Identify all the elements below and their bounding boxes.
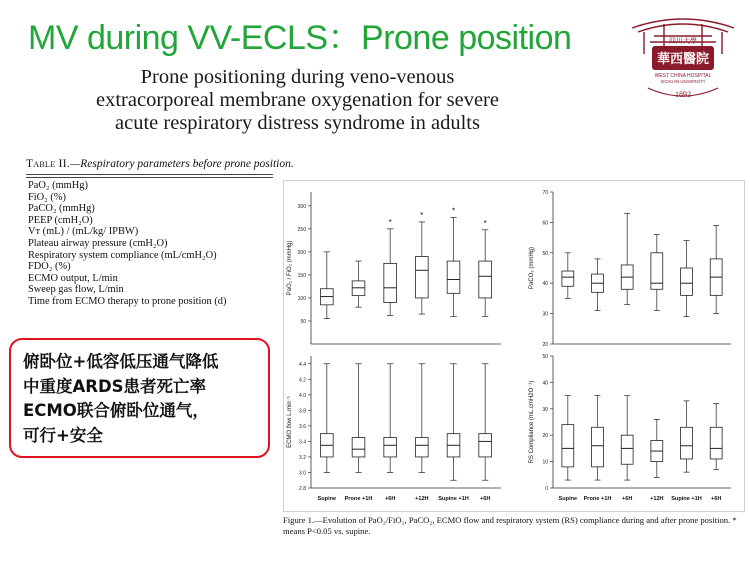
box	[681, 268, 693, 295]
box	[621, 435, 633, 464]
parameter-row: Sweep gas flow, L/min	[28, 284, 124, 296]
y-tick-label: 3.0	[299, 470, 306, 477]
y-tick-label: 150	[297, 272, 306, 279]
logo-main-text: 華西醫院	[656, 52, 710, 67]
figure-caption: Figure 1.—Evolution of PaO₂/FiO₂, PaCO₂, ECMO flow and respiratory system (RS) compliance during and after prone position. * means P<0.05 vs. supine.	[283, 515, 737, 536]
y-tick-label: 30	[542, 311, 548, 318]
x-tick-label: Prone +1H	[583, 496, 612, 502]
significance-marker: *	[388, 217, 392, 227]
x-tick-label: +6H	[479, 496, 491, 502]
y-tick-label: 30	[542, 406, 548, 413]
y-tick-label: 20	[542, 342, 548, 348]
x-tick-label: Prone +1H	[344, 496, 373, 502]
y-axis-label: ECMO flow L.min⁻¹	[287, 396, 293, 448]
table-top-rule-2	[26, 177, 273, 178]
parameter-row: PaO₂ (mmHg)	[28, 180, 88, 191]
x-tick-label: Supine	[558, 496, 578, 502]
y-tick-label: 2.8	[299, 486, 306, 492]
x-tick-label: Supine +1H	[438, 496, 469, 502]
x-tick-label: Supine +1H	[671, 496, 702, 502]
y-tick-label: 250	[297, 226, 306, 233]
parameter-row: FiO₂ (%)	[28, 191, 66, 203]
y-axis-label: RS Compliance (mL.cmH2O⁻¹)	[529, 380, 535, 464]
box	[710, 427, 722, 459]
figure-panels	[283, 180, 745, 512]
y-tick-label: 0	[545, 486, 548, 492]
logo-year: 1892	[675, 90, 691, 99]
y-tick-label: 100	[297, 295, 306, 302]
hospital-logo	[624, 6, 742, 106]
slide-title: MV during VV-ECLS：Prone position	[28, 19, 572, 57]
significance-marker: *	[420, 210, 424, 220]
box	[447, 261, 460, 293]
parameter-row: PEEP (cmH₂O)	[28, 214, 93, 226]
x-tick-label: +6H	[621, 496, 633, 502]
y-axis-label: PaO₂ / FiO₂ (mmHg)	[287, 240, 293, 296]
box	[416, 438, 429, 457]
y-tick-label: 50	[542, 354, 548, 360]
significance-marker: *	[451, 206, 456, 216]
callout-line: 可行+安全	[23, 425, 103, 445]
parameter-row: ECMO output, L/min	[28, 272, 118, 284]
y-tick-label: 200	[297, 249, 306, 256]
y-tick-label: 40	[542, 380, 548, 387]
box	[562, 425, 574, 467]
y-tick-label: 50	[300, 318, 306, 325]
box	[479, 261, 492, 298]
y-tick-label: 3.2	[299, 454, 306, 461]
significance-marker: *	[483, 218, 487, 228]
table-caption-text: —Respiratory parameters before prone position.	[70, 158, 294, 170]
y-tick-label: 20	[542, 433, 548, 440]
x-tick-label: Supine	[317, 496, 337, 502]
box	[592, 427, 604, 467]
paper-title-line: extracorporeal membrane oxygenation for severe	[96, 89, 499, 111]
y-tick-label: 4.4	[299, 361, 306, 368]
parameter-row: Respiratory system compliance (mL/cmH₂O)	[28, 249, 217, 261]
y-tick-label: 50	[542, 250, 548, 257]
x-tick-label: +6H	[710, 496, 722, 502]
x-tick-label: +6H	[384, 496, 396, 502]
callout-line: 中重度ARDS患者死亡率	[23, 376, 207, 396]
paper-title-line: Prone positioning during veno-venous	[140, 66, 455, 88]
box	[681, 427, 693, 459]
y-axis-label: PaCO₂ (mmHg)	[529, 247, 535, 289]
box	[562, 271, 574, 286]
y-tick-label: 70	[542, 190, 548, 196]
box	[352, 438, 365, 457]
box	[416, 256, 429, 297]
parameter-list	[28, 180, 226, 308]
box	[651, 253, 663, 289]
logo-english-1: WEST CHINA HOSPITAL	[654, 73, 712, 79]
y-tick-label: 4.0	[299, 392, 306, 399]
box	[384, 263, 397, 302]
callout-line: 俯卧位+低容低压通气降低	[23, 352, 219, 371]
table-top-rule	[26, 174, 273, 175]
y-tick-label: 4.2	[299, 377, 306, 384]
box	[479, 434, 492, 457]
callout-line: ECMO联合俯卧位通气，	[23, 401, 209, 420]
y-tick-label: 10	[542, 459, 548, 466]
x-tick-label: +12H	[415, 496, 429, 502]
parameter-row: Vᴛ (mL) / (mL/kg/ IPBW)	[28, 226, 139, 238]
table-caption-label: Table II.	[26, 158, 71, 170]
x-tick-label: +12H	[650, 496, 664, 502]
logo-english-2: SICHUAN UNIVERSITY	[660, 79, 706, 84]
y-tick-label: 60	[542, 220, 548, 227]
y-tick-label: 300	[297, 203, 306, 210]
parameter-row: PaCO₂ (mmHg)	[28, 203, 95, 215]
paper-title-line: acute respiratory distress syndrome in adults	[115, 112, 480, 134]
box	[384, 438, 397, 457]
y-tick-label: 40	[542, 281, 548, 288]
parameter-row: FDO₂ (%)	[28, 261, 71, 273]
parameter-row: Time from ECMO therapy to prone position (d)	[28, 295, 227, 307]
y-tick-label: 3.8	[299, 408, 306, 415]
y-tick-label: 3.6	[299, 423, 306, 430]
paper-title	[55, 66, 540, 135]
y-tick-label: 3.4	[299, 439, 306, 446]
figure-frame	[284, 181, 745, 512]
table-caption	[26, 158, 294, 170]
callout-box	[9, 338, 270, 458]
parameter-row: Plateau airway pressure (cmH₂O)	[28, 237, 168, 249]
logo-top-text: 四川大學	[669, 37, 697, 45]
